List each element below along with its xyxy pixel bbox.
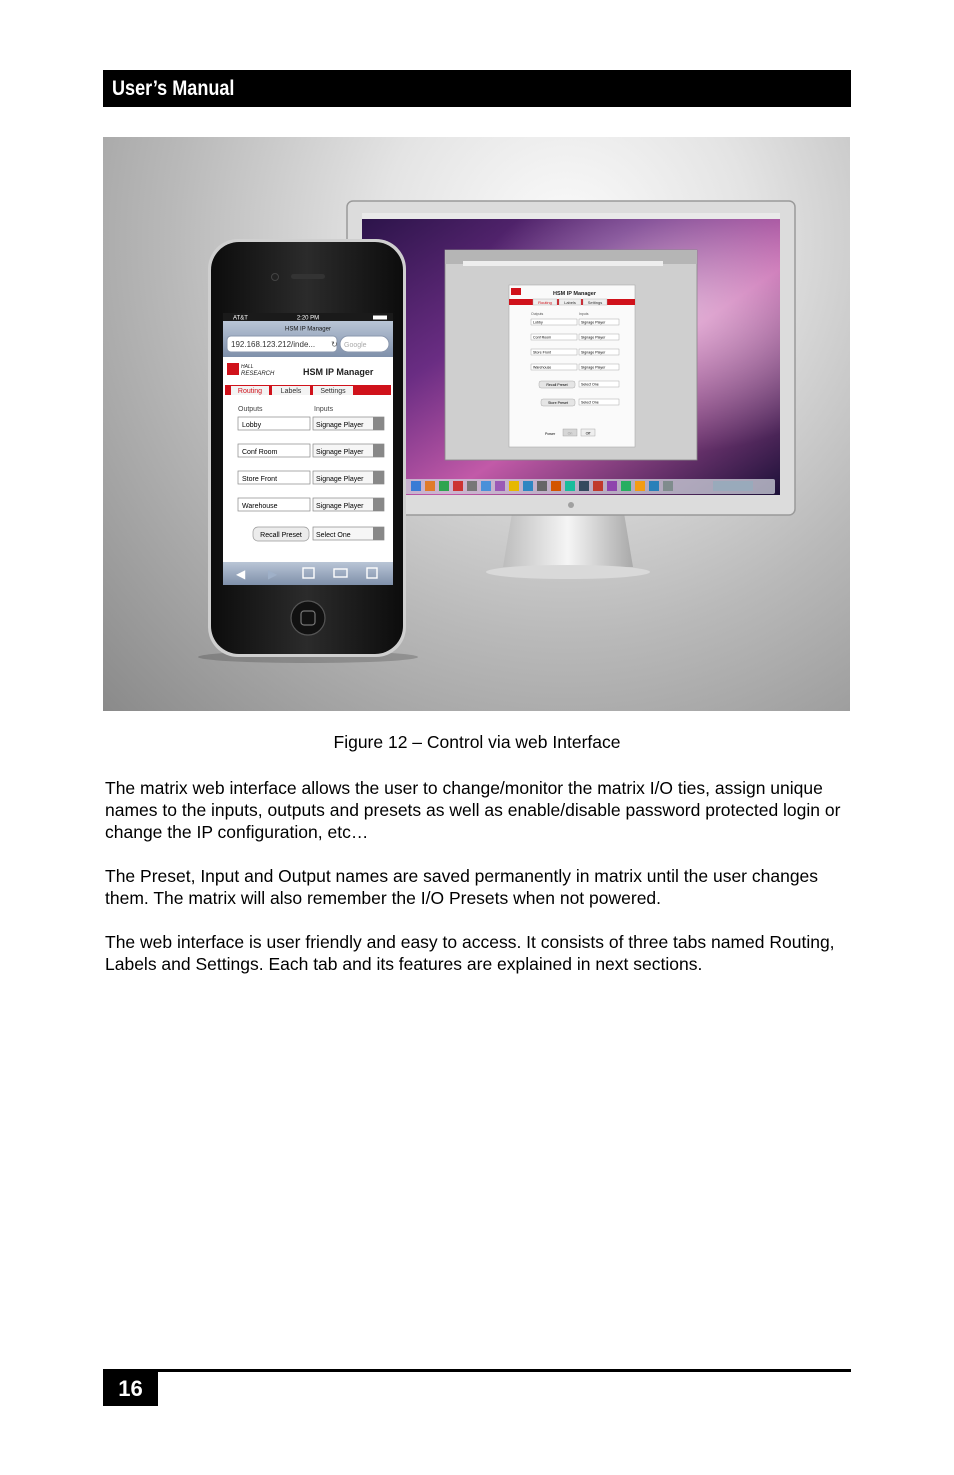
back-arrow-icon[interactable]: ◀ — [236, 567, 246, 581]
apple-logo-icon — [568, 502, 574, 508]
monitor-menubar — [362, 213, 780, 219]
svg-text:Routing: Routing — [538, 300, 552, 305]
svg-text:Store Front: Store Front — [242, 476, 278, 483]
svg-text:Settings: Settings — [320, 388, 346, 395]
svg-text:On: On — [567, 431, 573, 436]
svg-text:Signage Player: Signage Player — [581, 350, 606, 355]
svg-text:Outputs: Outputs — [531, 312, 544, 316]
svg-text:Signage Player: Signage Player — [316, 449, 364, 456]
svg-text:Lobby: Lobby — [533, 320, 543, 325]
svg-text:Lobby: Lobby — [242, 422, 262, 429]
svg-text:Settings: Settings — [587, 300, 603, 305]
svg-text:Recall Preset: Recall Preset — [546, 383, 568, 387]
svg-text:Routing: Routing — [237, 388, 263, 395]
monitor-browser-urlbar — [463, 261, 663, 266]
svg-text:Off: Off — [585, 431, 591, 436]
svg-text:Labels: Labels — [280, 388, 302, 395]
svg-text:Warehouse: Warehouse — [242, 503, 278, 510]
svg-text:Signage Player: Signage Player — [316, 422, 364, 429]
svg-text:HSM IP Manager: HSM IP Manager — [285, 326, 331, 333]
figure-web-interface-photo — [103, 137, 850, 711]
svg-text:Signage Player: Signage Player — [581, 335, 606, 340]
figure-caption: Figure 12 – Control via web Interface — [333, 732, 621, 752]
chevron-down-icon — [373, 498, 384, 511]
svg-text:Google: Google — [344, 342, 367, 349]
svg-text:Labels: Labels — [564, 300, 576, 305]
svg-text:Select One: Select One — [581, 400, 599, 405]
body-paragraph-2: The Preset, Input and Output names are saved permanently in matrix until the user changes them. The matrix will also remember the I/O Presets when not powered. — [105, 866, 819, 908]
chevron-down-icon — [373, 527, 384, 540]
svg-text:Inputs: Inputs — [579, 312, 589, 316]
monitor-stand-base — [486, 565, 650, 579]
svg-text:Signage Player: Signage Player — [316, 476, 364, 483]
phone-home-button[interactable] — [291, 601, 325, 635]
svg-text:Signage Player: Signage Player — [316, 503, 364, 510]
svg-text:Outputs: Outputs — [238, 406, 263, 413]
chevron-down-icon — [373, 444, 384, 457]
monitor-row-3 — [531, 349, 619, 355]
running-header-title: User’s Manual — [112, 77, 235, 100]
monitor-row-2 — [531, 334, 619, 340]
phone-speaker — [291, 274, 325, 279]
running-header — [103, 70, 851, 107]
svg-text:Store Preset: Store Preset — [548, 401, 568, 405]
svg-text:Warehouse: Warehouse — [533, 365, 552, 370]
phone-app-title: HSM IP Manager — [303, 367, 374, 377]
chevron-down-icon — [373, 471, 384, 484]
svg-text:Recall Preset: Recall Preset — [260, 532, 302, 539]
chevron-down-icon — [373, 417, 384, 430]
svg-text:Select One: Select One — [316, 532, 351, 539]
svg-text:Signage Player: Signage Player — [581, 320, 606, 325]
svg-text:AT&T: AT&T — [233, 315, 248, 322]
svg-text:Inputs: Inputs — [314, 406, 334, 413]
svg-text:Conf Room: Conf Room — [533, 335, 552, 340]
svg-text:Store Front: Store Front — [533, 350, 551, 355]
svg-text:HALL: HALL — [241, 364, 254, 370]
hall-research-logo-icon — [227, 363, 239, 375]
forward-arrow-icon[interactable]: ▶ — [268, 567, 278, 581]
reload-icon[interactable]: ↻ — [331, 340, 338, 349]
svg-text:Conf Room: Conf Room — [242, 449, 278, 456]
monitor-row-1 — [531, 319, 619, 325]
svg-text:Power: Power — [545, 432, 556, 436]
body-paragraph-1: The matrix web interface allows the user to change/monitor the matrix I/O ties, assign unique names to the inputs, outputs and presets as well as enable/disable password protected login or change the IP configuration, etc… — [105, 778, 841, 842]
footer-rule — [103, 1369, 851, 1372]
body-paragraph-3: The web interface is user friendly and easy to access. It consists of three tabs named Routing, Labels and Settings. Each tab and its features are explained in next sections. — [105, 932, 835, 974]
monitor-stand — [503, 507, 633, 567]
phone-camera-icon — [272, 274, 279, 281]
monitor-app-logo — [511, 288, 521, 295]
figure-illustration — [103, 137, 850, 711]
svg-text:2:20 PM: 2:20 PM — [296, 315, 320, 322]
monitor-row-4 — [531, 364, 619, 370]
page-number: 16 — [103, 1371, 158, 1406]
monitor-app-title: HSM IP Manager — [553, 291, 596, 297]
svg-text:Signage Player: Signage Player — [581, 365, 606, 370]
svg-text:Select One: Select One — [581, 382, 599, 387]
battery-icon — [373, 316, 387, 320]
svg-text:192.168.123.212/inde...: 192.168.123.212/inde... — [231, 340, 316, 349]
svg-text:RESEARCH: RESEARCH — [241, 371, 275, 377]
